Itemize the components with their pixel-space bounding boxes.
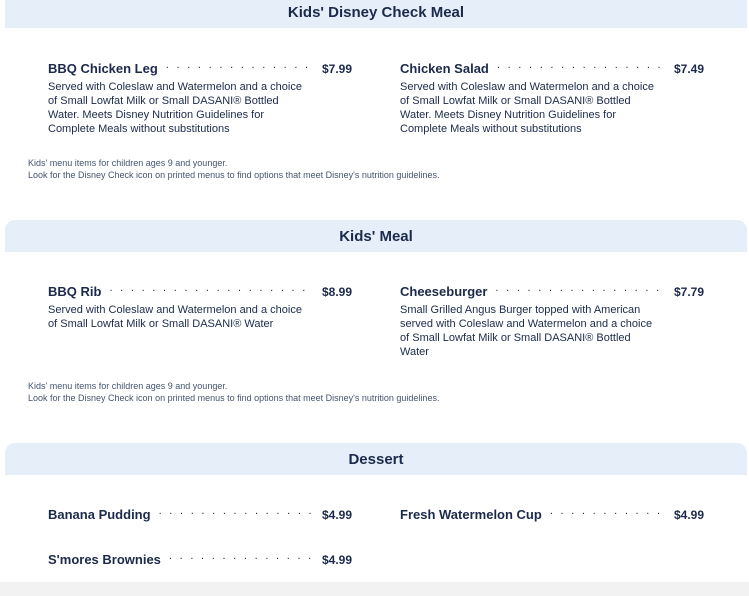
section-header-dessert xyxy=(5,443,747,475)
leader-dots xyxy=(497,59,666,73)
leader-dots xyxy=(495,282,666,296)
item-price: $7.99 xyxy=(321,62,352,76)
leader-dots xyxy=(166,59,314,73)
item-description: Served with Coleslaw and Watermelon and a choice of Small Lowfat Milk or Small DASANI® Bottled Water. Meets Disney Nutrition Guidelines for Complete Meals without substitutions xyxy=(48,81,302,135)
menu-item-fresh-watermelon-cup[interactable] xyxy=(400,505,704,523)
bottom-bar xyxy=(0,582,749,596)
section-title: Kids' Disney Check Meal xyxy=(287,3,465,21)
item-description: Served with Coleslaw and Watermelon and a choice of Small Lowfat Milk or Small DASANI® Water xyxy=(48,304,302,330)
item-name: Fresh Watermelon Cup xyxy=(400,507,542,522)
menu-item-bbq-chicken-leg[interactable] xyxy=(48,59,352,136)
item-price: $4.99 xyxy=(321,508,352,522)
menu-item-chicken-salad[interactable] xyxy=(400,59,704,136)
note-line: Kids' menu items for children ages 9 and younger. xyxy=(28,381,228,391)
item-name: BBQ Rib xyxy=(48,284,102,299)
item-price: $4.99 xyxy=(673,508,704,522)
note-line: Look for the Disney Check icon on printed menus to find options that meet Disney's nutrition guidelines. xyxy=(28,170,440,180)
leader-dots xyxy=(109,282,314,296)
leader-dots xyxy=(550,505,666,519)
section-header-kids-meal xyxy=(5,220,747,252)
item-name: Banana Pudding xyxy=(48,507,151,522)
note-line: Look for the Disney Check icon on printed menus to find options that meet Disney's nutrition guidelines. xyxy=(28,393,440,403)
section-note xyxy=(28,157,439,181)
item-price: $8.99 xyxy=(321,285,352,299)
leader-dots xyxy=(169,550,314,564)
menu-item-banana-pudding[interactable] xyxy=(48,505,352,523)
item-description: Small Grilled Angus Burger topped with American served with Coleslaw and Watermelon and a choice of Small Lowfat Milk or Small DASANI® Bottled Water xyxy=(400,304,653,358)
section-header-kids-disney-check-meal xyxy=(5,0,747,28)
menu-item-bbq-rib[interactable] xyxy=(48,282,352,331)
item-name: S'mores Brownies xyxy=(48,552,161,567)
item-description: Served with Coleslaw and Watermelon and a choice of Small Lowfat Milk or Small DASANI® Bottled Water. Meets Disney Nutrition Guidelines for Complete Meals without substitutions xyxy=(400,81,654,135)
section-title: Dessert xyxy=(348,450,404,468)
section-note xyxy=(28,380,439,404)
note-line: Kids' menu items for children ages 9 and younger. xyxy=(28,158,228,168)
item-name: Chicken Salad xyxy=(400,61,489,76)
menu-item-smores-brownies[interactable] xyxy=(48,550,352,568)
menu-item-cheeseburger[interactable] xyxy=(400,282,704,359)
item-price: $7.79 xyxy=(673,285,704,299)
section-title: Kids' Meal xyxy=(339,227,413,245)
item-name: Cheeseburger xyxy=(400,284,488,299)
item-name: BBQ Chicken Leg xyxy=(48,61,158,76)
item-price: $4.99 xyxy=(321,553,352,567)
item-price: $7.49 xyxy=(673,62,704,76)
leader-dots xyxy=(159,505,314,519)
